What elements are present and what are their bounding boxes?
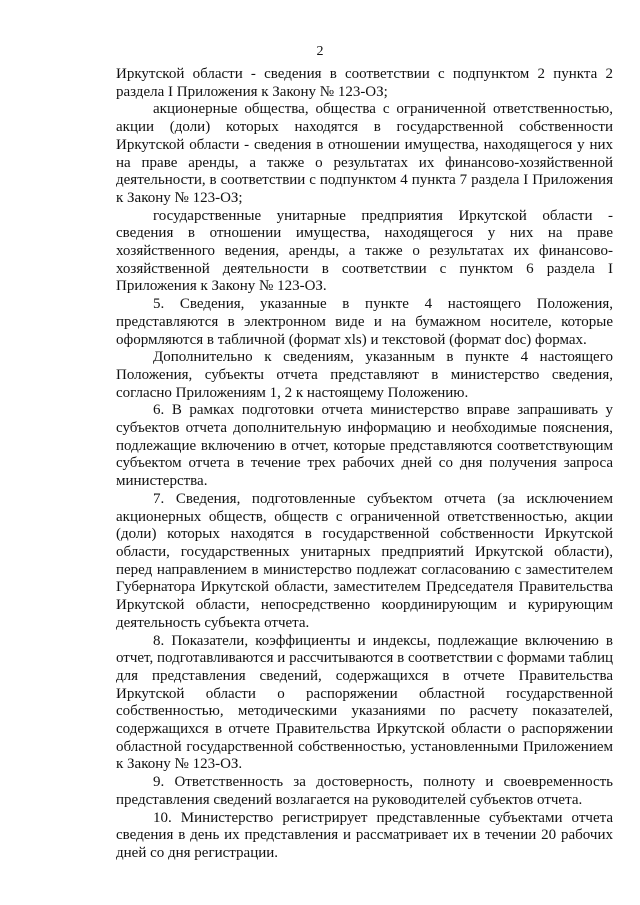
paragraph-additional-info: Дополнительно к сведениям, указанным в пункте 4 настоящего Положения, субъекты отчета представляют в министерство сведения, согласно Приложениям 1, 2 к настоящему Положению. (116, 349, 613, 401)
page-number: 2 (316, 44, 324, 59)
document-body (116, 66, 613, 863)
paragraph-item-9: 9. Ответственность за достоверность, полноту и своевременность представления сведений возлагается на руководителей субъектов отчета. (116, 774, 613, 808)
paragraph-continuation: Иркутской области - сведения в соответствии с подпунктом 2 пункта 2 раздела I Приложения к Закону № 123-ОЗ; (116, 66, 613, 100)
paragraph-item-8: 8. Показатели, коэффициенты и индексы, подлежащие включению в отчет, подготавливаются и рассчитываются в соответствии с формами таблиц для представления сведений, содержащихся в отчете Правительства Иркутской области о распоряжении областной государственной собственностью, методическими указаниями по расчету показателей, содержащихся в отчете Правительства Иркутской области о распоряжении областной государственной собственностью, установленными Приложением к Закону № 123-ОЗ. (116, 632, 613, 773)
paragraph-item-5: 5. Сведения, указанные в пункте 4 настоящего Положения, представляются в электронном виде и на бумажном носителе, которые оформляются в табличной (формат xls) и текстовой (формат doc) формах. (116, 296, 613, 348)
paragraph-item-10: 10. Министерство регистрирует представленные субъектами отчета сведения в день их представления и рассматривает их в течении 20 рабочих дней со дня регистрации. (116, 809, 613, 861)
paragraph-item-6: 6. В рамках подготовки отчета министерство вправе запрашивать у субъектов отчета дополнительную информацию и необходимые пояснения, подлежащие включению в отчет, которые представляются соответствующим субъектом отчета в течение трех рабочих дней со дня получения запроса министерства. (116, 402, 613, 490)
paragraph-joint-stock-companies: акционерные общества, общества с ограниченной ответственностью, акции (доли) которых находятся в государственной собственности Иркутской области - сведения в отношении имущества, находящегося у них на праве аренды, а также о результатах их финансово-хозяйственной деятельности, в соответствии с подпунктом 4 пункта 7 раздела I Приложения к Закону № 123-ОЗ; (116, 101, 613, 206)
paragraph-unitary-enterprises: государственные унитарные предприятия Иркутской области - сведения в отношении имущества, находящегося у них на праве хозяйственного ведения, аренды, а также о результатах их финансово-хозяйственной деятельности в соответствии с пунктом 6 раздела I Приложения к Закону № 123-ОЗ. (116, 207, 613, 295)
paragraph-item-7: 7. Сведения, подготовленные субъектом отчета (за исключением акционерных обществ, обществ с ограниченной ответственностью, акции (доли) которых находятся в государственной собственности Иркутской области, государственных унитарных предприятий Иркутской области), перед направлением в министерство подлежат согласованию с заместителем Губернатора Иркутской области, заместителем Председателя Правительства Иркутской области, непосредственно координирующим и курирующим деятельность субъекта отчета. (116, 490, 613, 631)
